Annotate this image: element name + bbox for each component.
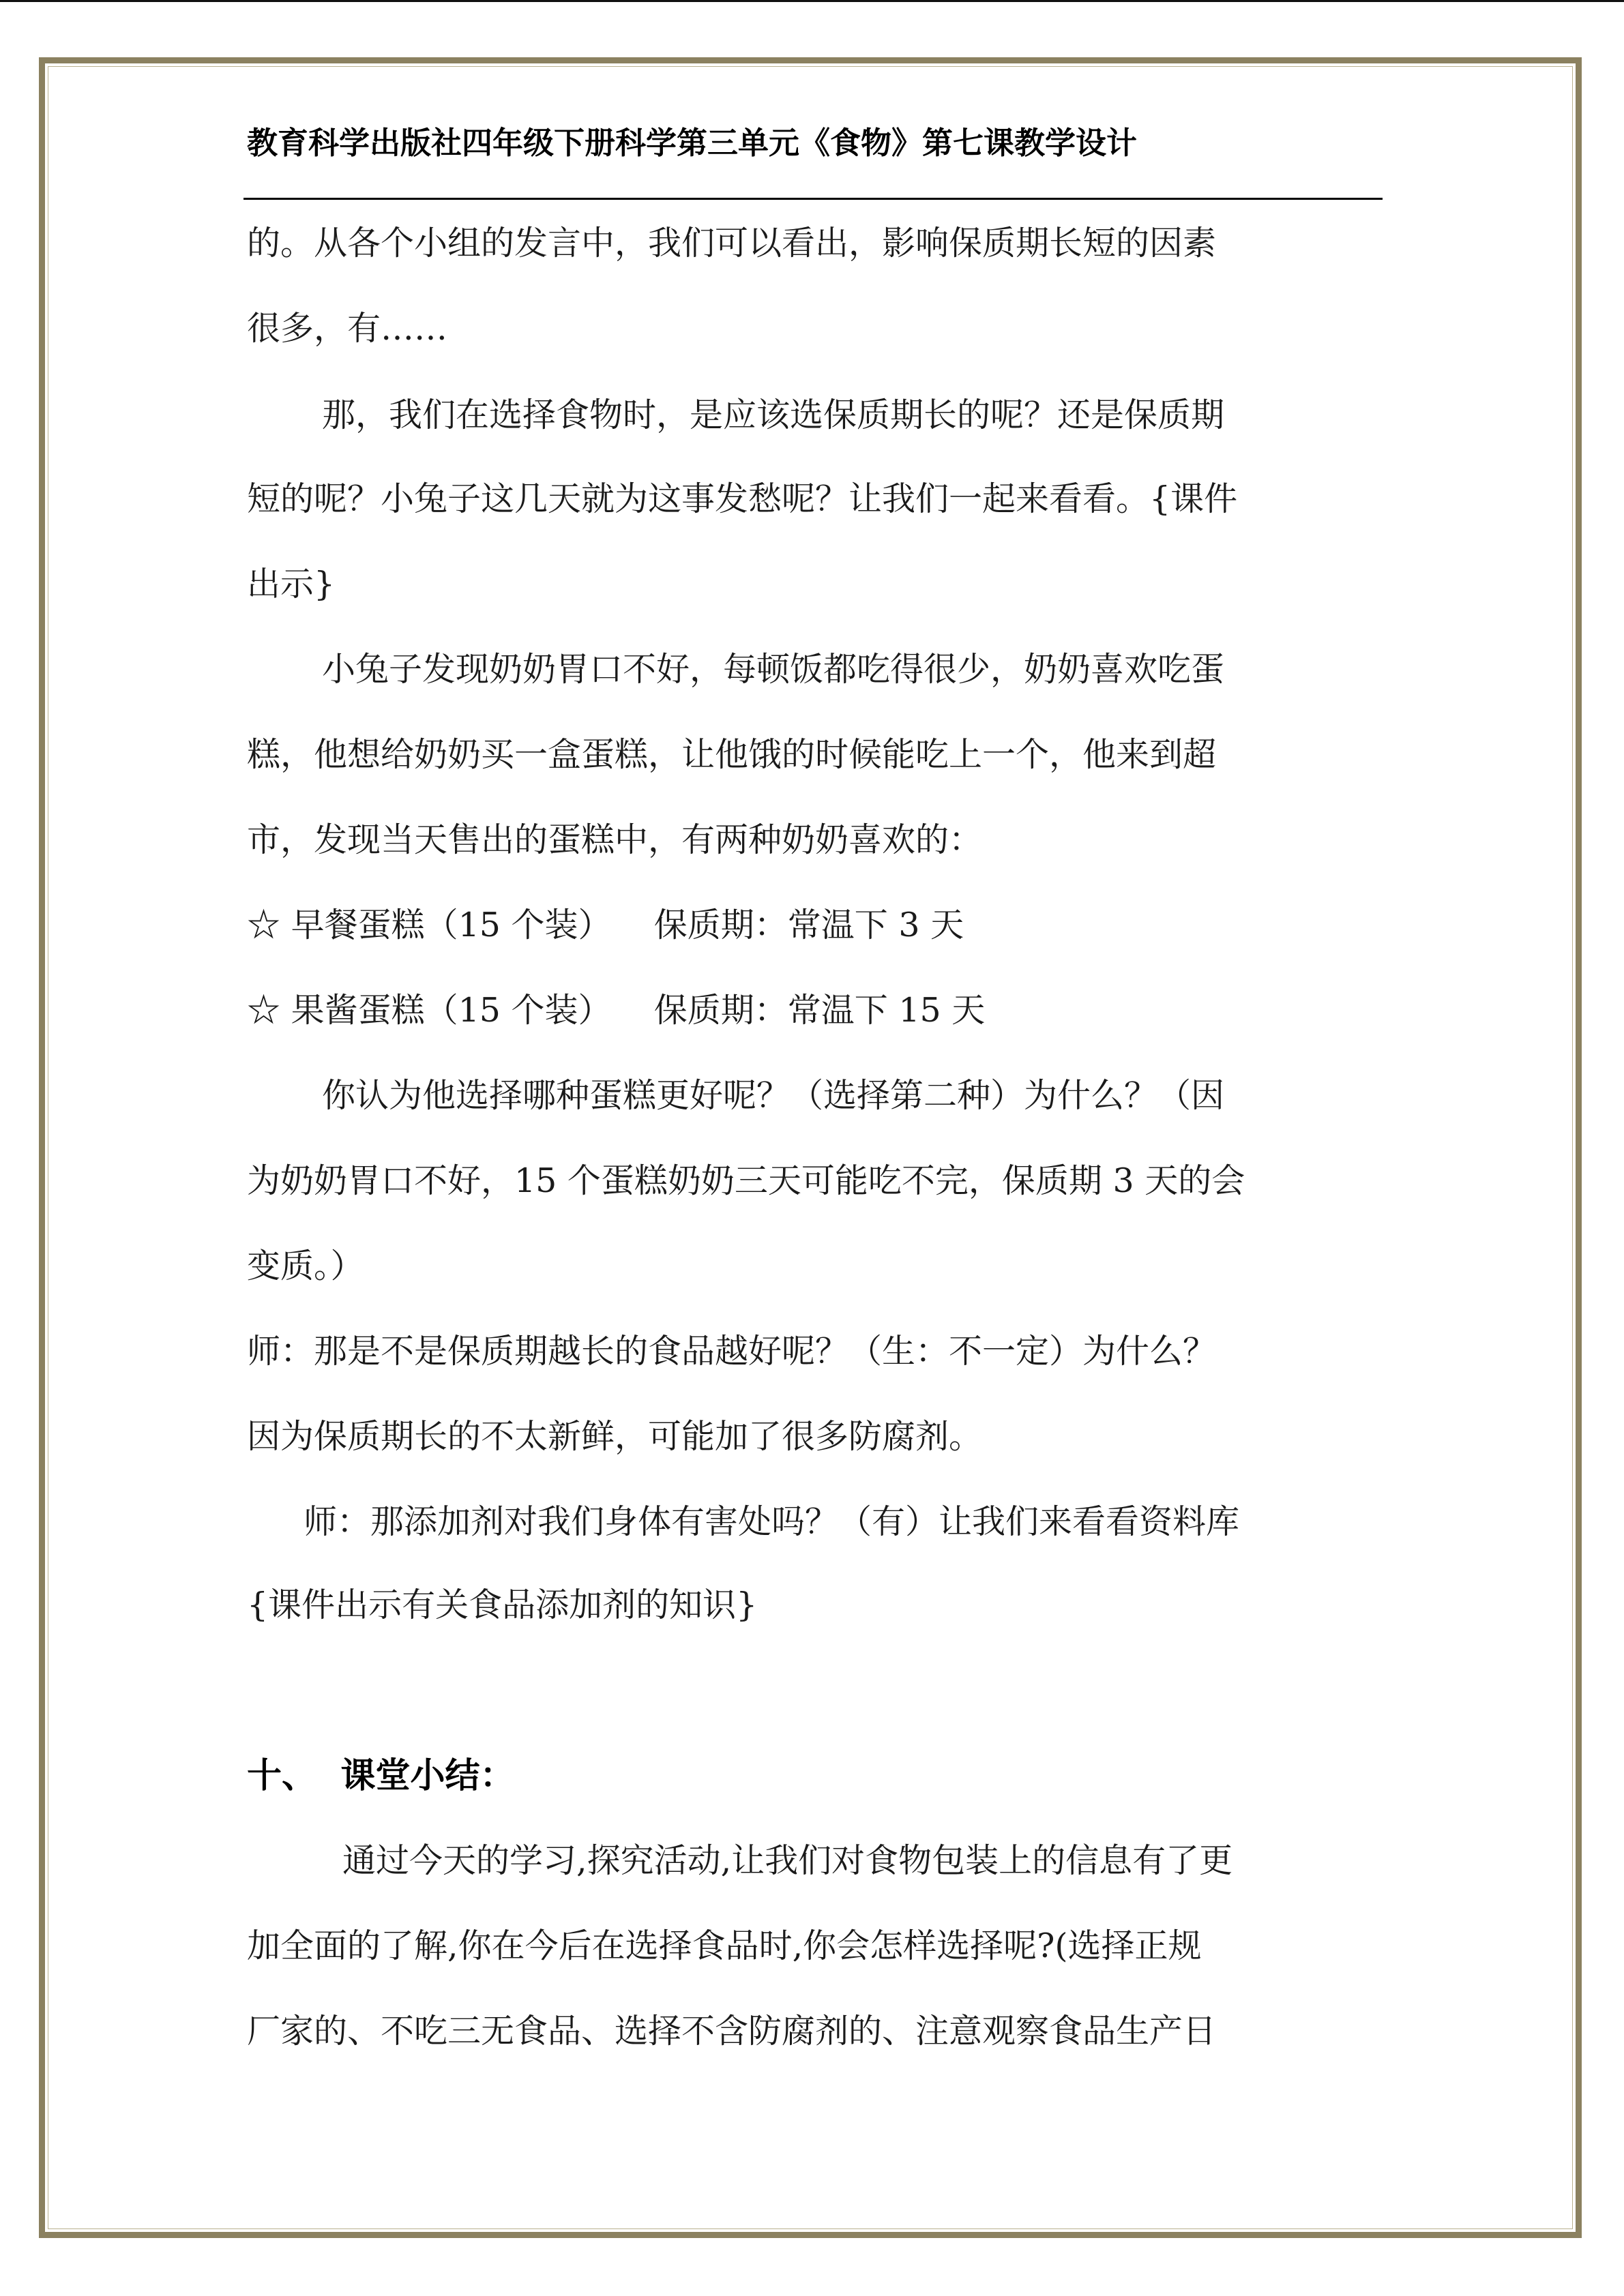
body-line: 师：那是不是保质期越长的食品越好呢？（生：不一定）为什么？ — [247, 1332, 1217, 1371]
body-line: 师：那添加剂对我们身体有害处吗？（有）让我们来看看资料库 — [304, 1502, 1240, 1541]
body-line: 小兔子发现奶奶胃口不好，每顿饭都吃得很少，奶奶喜欢吃蛋 — [322, 650, 1225, 689]
body-line: 为奶奶胃口不好，15 个蛋糕奶奶三天可能吃不完，保质期 3 天的会 — [247, 1161, 1245, 1200]
body-line: 变质。） — [247, 1247, 364, 1285]
body-line: 市，发现当天售出的蛋糕中，有两种奶奶喜欢的： — [247, 820, 983, 859]
body-line: 糕，他想给奶奶买一盒蛋糕，让他饿的时候能吃上一个，他来到超 — [247, 735, 1217, 774]
body-line: 那，我们在选择食物时，是应该选保质期长的呢？还是保质期 — [322, 396, 1225, 434]
body-line: 的。从各个小组的发言中，我们可以看出，影响保质期长短的因素 — [247, 224, 1217, 263]
body-line: 你认为他选择哪种蛋糕更好呢？（选择第二种）为什么？（因 — [322, 1076, 1225, 1115]
top-edge-line — [0, 0, 1624, 2]
body-line: {课件出示有关食品添加剂的知识} — [247, 1585, 758, 1624]
section-heading-summary: 十、 课堂小结： — [247, 1756, 515, 1796]
body-line: 很多，有…… — [247, 309, 448, 348]
summary-line: 加全面的了解,你在今后在选择食品时,你会怎样选择呢?(选择正规 — [247, 1926, 1202, 1965]
page-header-title: 教育科学出版社四年级下册科学第三单元《食物》第七课教学设计 — [247, 125, 1138, 161]
header-divider — [243, 198, 1383, 200]
summary-line: 通过今天的学习,探究活动,让我们对食物包装上的信息有了更 — [342, 1841, 1233, 1880]
list-item-cake-2: ☆ 果酱蛋糕（15 个装） 保质期：常温下 15 天 — [247, 991, 986, 1030]
body-line: 短的呢？小兔子这几天就为这事发愁呢？让我们一起来看看。{课件 — [247, 479, 1238, 518]
body-line: 出示} — [247, 565, 336, 603]
list-item-cake-1: ☆ 早餐蛋糕（15 个装） 保质期：常温下 3 天 — [247, 906, 964, 944]
body-line: 因为保质期长的不太新鲜，可能加了很多防腐剂。 — [247, 1417, 983, 1456]
summary-line: 厂家的、不吃三无食品、选择不含防腐剂的、注意观察食品生产日 — [247, 2012, 1217, 2051]
page-border — [39, 57, 1582, 2238]
